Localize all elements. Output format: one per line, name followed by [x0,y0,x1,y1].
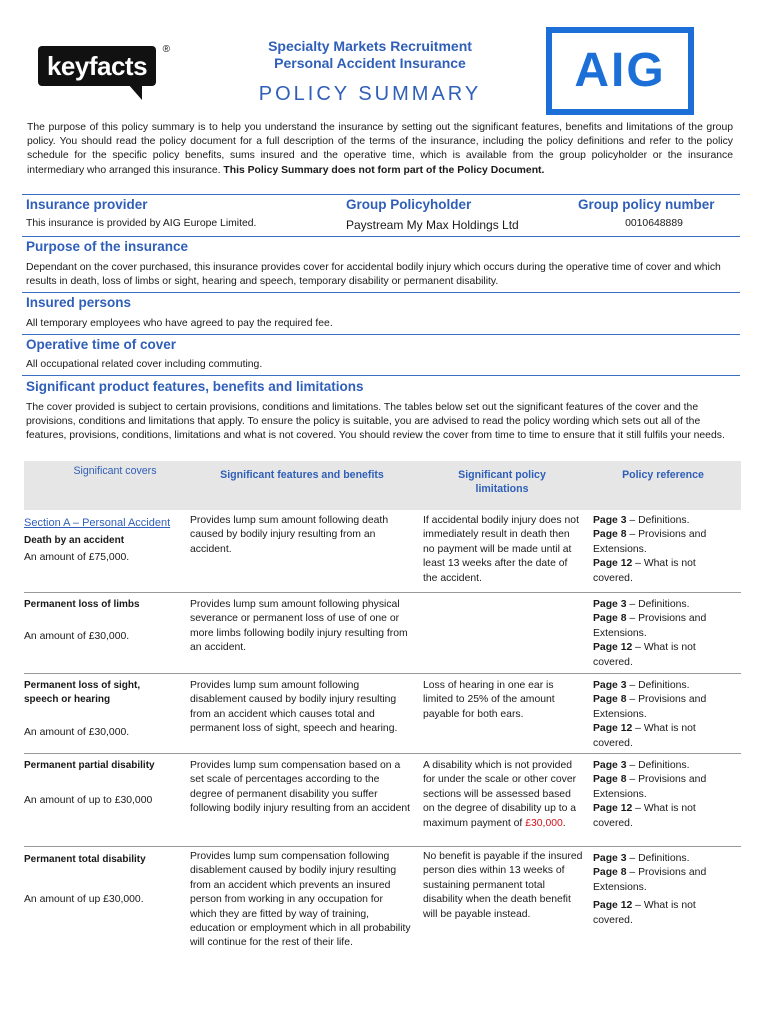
intro-bold-note: This Policy Summary does not form part of the Policy Document. [223,164,545,176]
cover-title: Permanent total disability [24,854,146,865]
policy-reference: Page 3 – Definitions. Page 8 – Provisions and Extensions. Page 12 – What is not covered. [593,853,707,926]
purpose-text: Dependant on the cover purchased, this insurance provides cover for accidental bodily injury which occurs during the operative time of cover and which results in death, loss of limbs or sight, hearing and speech, temporary disability or permanent disability. [26,262,721,287]
policy-reference: Page 3 – Definitions. Page 8 – Provisions and Extensions. Page 12 – What is not covered. [593,515,707,584]
benefit-text: Provides lump sum amount following disablement caused by bodily injury resulting from an accident which causes total and permanent loss of sight, speech and hearing. [190,680,398,735]
cover-amount: An amount of up £30,000. [24,894,144,906]
cover-title: Permanent loss of sight, speech or hearing [24,680,141,706]
limitation-text: No benefit is payable if the insured person dies within 13 weeks of sustaining permanent total disability when the death benefit will be payable instead. [423,851,583,920]
operative-time-heading: Operative time of cover [26,337,177,352]
insurance-provider-heading: Insurance provider [26,197,148,212]
keyfacts-logo [38,44,170,88]
registered-mark: ® [162,44,170,55]
benefit-text: Provides lump sum compensation based on a set scale of percentages according to the degree of permanent disability you suffer following bodily injury resulting from an accident [190,760,411,815]
limitation-text: Loss of hearing in one ear is limited to 25% of the amount payable for both ears. [423,680,555,720]
policy-reference: Page 3 – Definitions. Page 8 – Provisions and Extensions. Page 12 – What is not covered. [593,680,707,749]
policy-reference: Page 3 – Definitions. Page 8 – Provisions and Extensions. Page 12 – What is not covered. [593,599,707,668]
limitation-text: A disability which is not provided for under the scale or other cover sections will be assessed based on the degree of disability up to a maximum payment of £30,000. [423,760,577,829]
benefit-text: Provides lump sum amount following death caused by bodily injury resulting from an accident. [190,515,389,555]
insured-persons-heading: Insured persons [26,295,132,310]
benefit-text: Provides lump sum amount following physical severance or permanent loss of use of one or more limbs following bodily injury resulting from an accident. [190,599,408,654]
cover-title: Death by an accident [24,535,125,546]
cover-amount: An amount of up to £30,000 [24,795,153,807]
group-policyholder-value: Paystream My Max Holdings Ltd [346,218,519,232]
operative-time-text: All occupational related cover including commuting. [26,359,263,370]
table-row [24,679,174,740]
cover-amount: An amount of £30,000. [24,631,130,643]
limitation-text: If accidental bodily injury does not immediately result in death then no payment will be made until at least 13 weeks after the date of the accident. [423,515,579,584]
max-payment-amount: £30,000 [525,817,563,829]
table-row [24,853,184,908]
benefit-text: Provides lump sum compensation following disablement caused by bodily injury resulting from an accident which prevents an insured person from working in any occupation for which they are fitted by way of training, education or employment which in all probability will continue for the rest of their life. [190,851,411,949]
th-policy-limitations: Significant policy limitations [458,469,546,495]
th-features-benefits: Significant features and benefits [220,469,384,481]
insurance-provider-text: This insurance is provided by AIG Europe Limited. [26,218,257,229]
title-line-1: Specialty Markets Recruitment [268,38,472,54]
cover-title: Permanent partial disability [24,760,155,771]
insured-persons-text: All temporary employees who have agreed to pay the required fee. [26,318,333,329]
table-row [24,759,184,809]
policy-summary-heading: POLICY SUMMARY [258,83,482,105]
cover-title: Permanent loss of limbs [24,599,140,610]
th-policy-reference: Policy reference [622,469,704,481]
significant-features-text: The cover provided is subject to certain provisions, conditions and limitations. The tables below set out the significant features of the cover and the provisions, conditions and limitations that apply. To ensure the policy is suitable, you are advised to read the policy wording which sets out all of the features, provisions, conditions, limitations and what is not covered. You should review the cover from time to time to ensure that it still fulfils your needs. [26,402,725,441]
policy-reference: Page 3 – Definitions. Page 8 – Provisions and Extensions. Page 12 – What is not covered. [593,760,707,829]
document-title [240,38,500,72]
significant-features-heading: Significant product features, benefits and limitations [26,379,364,394]
th-significant-covers: Significant covers [73,465,157,477]
intro-paragraph: The purpose of this policy summary is to help you understand the insurance by setting out the significant features, benefits and limitations of the group policy. You should read the policy document for a full description of the terms of the insurance, including the policy definitions and refer to the policy schedule for the specific policy benefits, sums insured and the operative time, which is available from the group policyholder or the insurance intermediary who arranged this insurance. This Policy Summary does not form part of the Policy Document. [27,122,733,176]
cover-amount: An amount of £75,000. [24,552,130,564]
group-policy-number-value: 0010648889 [625,218,683,229]
purpose-heading: Purpose of the insurance [26,239,189,254]
title-line-2: Personal Accident Insurance [274,55,466,71]
table-row [24,598,174,645]
aig-logo [546,27,694,115]
cover-amount: An amount of £30,000. [24,726,130,738]
keyfacts-logo-text: keyfacts [38,46,156,86]
group-policy-number-heading: Group policy number [578,197,715,212]
group-policyholder-heading: Group Policyholder [346,197,472,212]
aig-logo-text: AIG [574,44,666,97]
table-row [24,515,174,566]
section-a-link[interactable]: Section A – Personal Accident [24,517,171,529]
